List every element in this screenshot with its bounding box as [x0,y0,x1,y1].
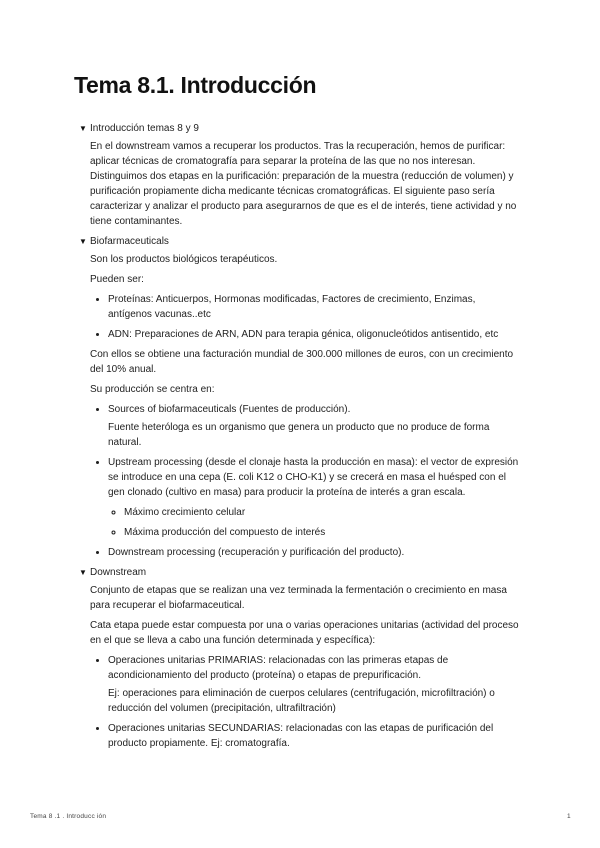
list-item-text: Operaciones unitarias PRIMARIAS: relacionadas con las primeras etapas de acondicionamiento del producto (proteína) o etapas de prepurificación. [108,655,449,681]
list-item: • ADN: Preparaciones de ARN, ADN para terapia génica, oligonucleótidos antisentido, etc [108,327,519,342]
list-item-note: Ej: operaciones para eliminación de cuerpos celulares (centrifugación, microfiltración) o reducción del volumen (precipitación, ultrafiltración) [108,688,495,714]
footer-document-title: Tema 8 .1 . Introducc ión [30,813,107,820]
section-body [90,139,519,229]
toggle-header-downstream[interactable] [79,565,519,580]
toggle-section-introduccion [79,121,519,229]
list-item-text: Sources of biofarmaceuticals (Fuentes de producción). [108,404,351,415]
bullet-list [90,402,519,560]
list-item: • Downstream processing (recuperación y purificación del producto). [108,545,519,560]
paragraph: Conjunto de etapas que se realizan una vez terminada la fermentación o crecimiento en masa para recuperar el biofarmaceutical. [90,585,507,611]
footer-page-number: 1 [567,813,571,820]
section-body [90,252,519,560]
toggle-header-biofarmaceuticals[interactable] [79,234,519,249]
sub-list-item: ◦ Máxima producción del compuesto de interés [124,525,519,540]
sub-list [108,505,519,540]
paragraph: Su producción se centra en: [90,384,215,395]
sub-list-item: ◦ Máximo crecimiento celular [124,505,519,520]
section-heading: Biofarmaceuticals [90,236,169,247]
list-item [108,653,519,716]
list-item [108,402,519,450]
paragraph: Son los productos biológicos terapéuticos. [90,254,278,265]
list-item: • Operaciones unitarias SECUNDARIAS: relacionadas con las etapas de purificación del producto propiamente. Ej: cromatografía. [108,721,519,751]
list-item: • Proteínas: Anticuerpos, Hormonas modificadas, Factores de crecimiento, Enzimas, antígenos vacunas..etc [108,292,519,322]
paragraph: Pueden ser: [90,274,144,285]
document-content [79,121,519,756]
paragraph: Con ellos se obtiene una facturación mundial de 300.000 millones de euros, con un crecimiento del 10% anual. [90,349,514,375]
section-body [90,583,519,751]
triangle-down-icon[interactable]: ▼ [79,124,87,133]
toggle-section-biofarmaceuticals [79,234,519,560]
section-heading: Introducción temas 8 y 9 [90,123,199,134]
triangle-down-icon[interactable]: ▼ [79,237,87,246]
section-heading: Downstream [90,567,147,578]
list-item [108,455,519,540]
page-title: Tema 8.1. Introducción [74,72,317,98]
bullet-list [90,292,519,342]
toggle-header-introduccion[interactable] [79,121,519,136]
triangle-down-icon[interactable]: ▼ [79,568,87,577]
paragraph: Cata etapa puede estar compuesta por una o varias operaciones unitarias (actividad del proceso en el que se lleva a cabo una función determinada y específica): [90,620,519,646]
toggle-section-downstream [79,565,519,751]
list-item-note: Fuente heteróloga es un organismo que genera un producto que no produce de forma natural. [108,422,490,448]
list-item-text: Upstream processing (desde el clonaje hasta la producción en masa): el vector de expresión se introduce en una cepa (E. coli K12 o CHO-K1) y se crecerá en masa el huésped con el gen clonado (cultivo en masa) para producir la proteína de interés a gran escala. [108,457,519,498]
bullet-list [90,653,519,751]
paragraph: En el downstream vamos a recuperar los productos. Tras la recuperación, hemos de purificar: aplicar técnicas de cromatografía para separar la proteína de las que no nos interesan. Distinguimos dos etapas en la purificación: preparación de la muestra (reducción de volumen) y purificación propiamente dicha medicante técnicas cromatográficas. El siguiente paso sería caracterizar y analizar el producto para asegurarnos de que es el de interés, tiene actividad y no tiene contaminantes. [90,141,517,227]
